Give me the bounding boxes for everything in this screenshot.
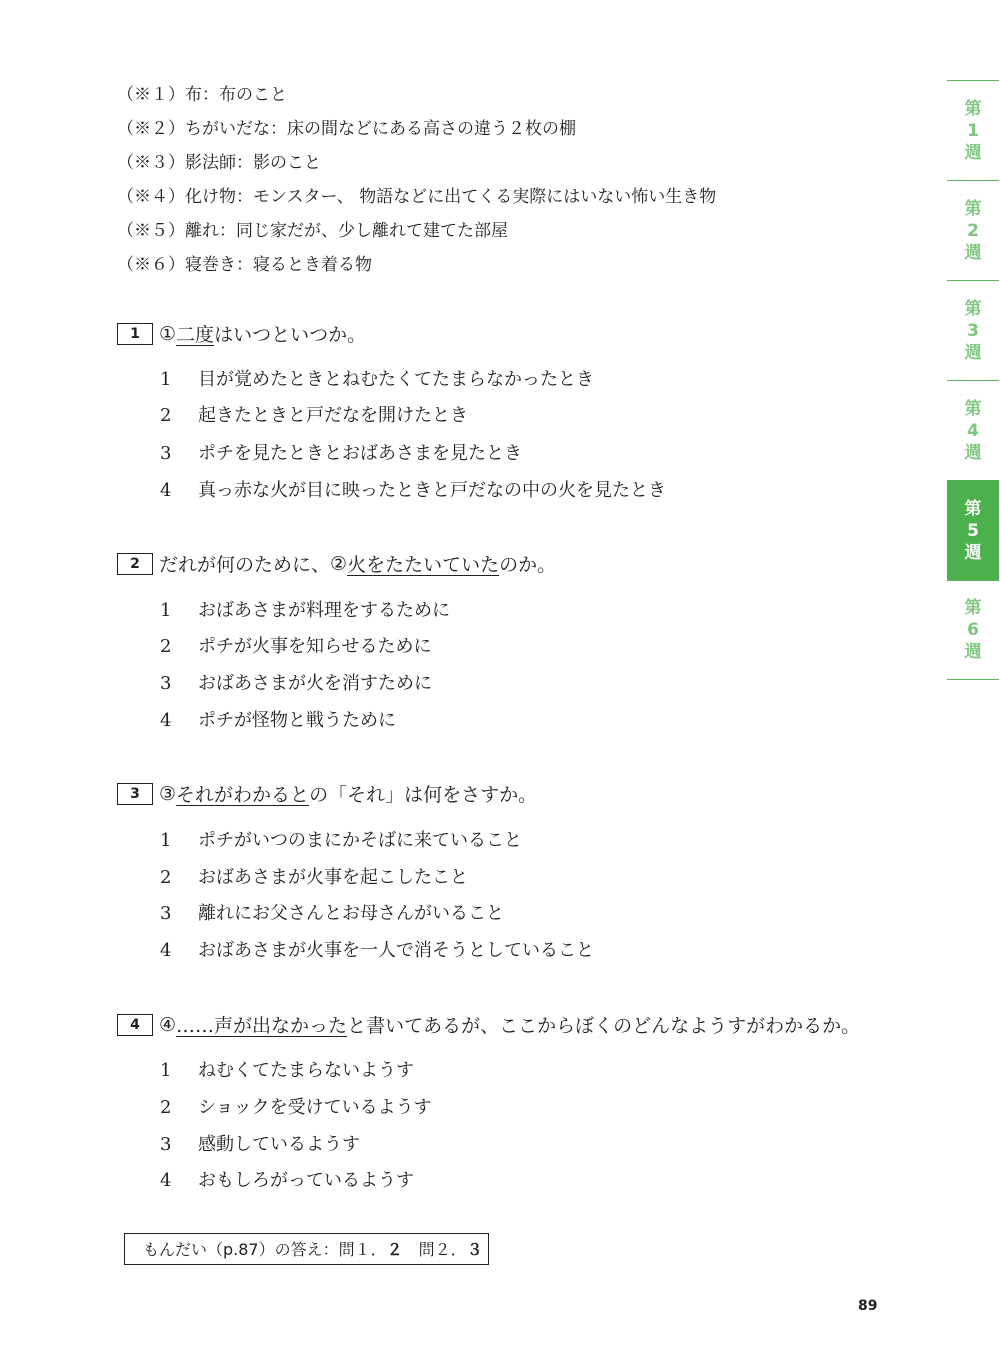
- option-number: 2: [160, 405, 172, 426]
- option-number: 1: [160, 600, 172, 621]
- option-2-2[interactable]: [160, 632, 431, 658]
- answer-label: もんだい（p.87）の答え：問１．: [143, 1240, 387, 1259]
- option-number: 4: [160, 480, 172, 501]
- underlined-phrase: ……声が出なかった: [176, 1015, 348, 1037]
- option-text: ポチを見たときとおばあさまを見たとき: [198, 443, 522, 464]
- tab-number: 3: [967, 320, 979, 341]
- tab-label: 週: [964, 242, 982, 263]
- tab-label: 第: [964, 398, 982, 419]
- option-1-4[interactable]: [160, 476, 666, 502]
- footnote-2: （※２）ちがいだな：床の間などにある高さの違う２枚の棚: [117, 119, 576, 139]
- option-number: 4: [160, 1170, 172, 1191]
- question-number-box: 2: [117, 553, 153, 575]
- option-2-1[interactable]: [160, 596, 450, 622]
- option-number: 2: [160, 636, 172, 657]
- tab-number: 5: [967, 520, 979, 541]
- footnote-1: （※１）布：布のこと: [117, 85, 287, 105]
- tab-label: 第: [964, 498, 982, 519]
- question-1: [117, 320, 366, 347]
- option-text: ポチが火事を知らせるために: [198, 636, 432, 657]
- answer-box: [124, 1233, 489, 1265]
- option-text: 感動しているようす: [198, 1134, 360, 1155]
- week-tab-3[interactable]: [947, 280, 999, 380]
- week-tab-1[interactable]: [947, 80, 999, 180]
- week-tab-2[interactable]: [947, 180, 999, 280]
- question-marker: ④: [159, 1013, 177, 1036]
- footnote-6: （※６）寝巻き：寝るとき着る物: [117, 255, 372, 275]
- option-number: 1: [160, 830, 172, 851]
- tab-label: 週: [964, 442, 982, 463]
- underlined-phrase: 二度: [176, 324, 215, 346]
- option-number: 1: [160, 1060, 172, 1081]
- question-2: [117, 550, 556, 577]
- tab-label: 週: [964, 542, 982, 563]
- option-text: 真っ赤な火が目に映ったときと戸だなの中の火を見たとき: [198, 480, 666, 501]
- option-1-1[interactable]: [160, 365, 594, 391]
- tab-label: 第: [964, 198, 982, 219]
- option-number: 3: [160, 1134, 172, 1155]
- option-text: ショックを受けているようす: [198, 1097, 432, 1118]
- option-number: 4: [160, 940, 172, 961]
- week-tab-6[interactable]: [947, 580, 999, 680]
- tab-label: 第: [964, 98, 982, 119]
- option-4-2[interactable]: [160, 1093, 432, 1119]
- option-text: ポチが怪物と戦うために: [198, 710, 396, 731]
- answer-1: ２: [386, 1240, 403, 1259]
- question-marker: ①: [159, 322, 177, 345]
- week-tab-5[interactable]: [947, 480, 999, 580]
- tab-label: 週: [964, 142, 982, 163]
- answer-2: ３: [466, 1240, 483, 1259]
- page-number: 89: [858, 1298, 878, 1314]
- tab-number: 1: [967, 120, 979, 141]
- option-text: おばあさまが火事を起こしたこと: [198, 867, 468, 888]
- option-number: 4: [160, 710, 172, 731]
- tab-label: 週: [964, 342, 982, 363]
- tab-label: 週: [964, 642, 982, 662]
- week-tabs: [947, 80, 999, 680]
- option-text: おばあさまが料理をするために: [198, 600, 450, 621]
- footnote-5: （※５）離れ：同じ家だが、少し離れて建てた部屋: [117, 221, 508, 241]
- question-text: と書いてあるが、ここからぼくのどんなようすがわかるか。: [347, 1015, 861, 1037]
- option-number: 2: [160, 1097, 172, 1118]
- option-2-4[interactable]: [160, 706, 396, 732]
- week-tab-4[interactable]: [947, 380, 999, 480]
- option-text: ポチがいつのまにかそばに来ていること: [198, 830, 522, 851]
- tab-number: 2: [967, 220, 979, 241]
- answer-mid: 問２．: [402, 1240, 467, 1259]
- option-number: 3: [160, 903, 172, 924]
- question-text: のか。: [499, 554, 557, 576]
- option-text: おばあさまが火事を一人で消そうとしていること: [198, 940, 594, 961]
- question-text: はいつといつか。: [214, 324, 367, 346]
- question-marker: ②: [330, 552, 348, 575]
- tab-label: 第: [964, 598, 982, 618]
- tab-number: 6: [967, 620, 979, 640]
- option-number: 3: [160, 443, 172, 464]
- question-3: [117, 780, 537, 807]
- option-3-1[interactable]: [160, 826, 522, 852]
- question-4: [117, 1011, 860, 1038]
- tab-label: 第: [964, 298, 982, 319]
- option-1-2[interactable]: [160, 401, 468, 427]
- option-3-2[interactable]: [160, 863, 468, 889]
- option-3-3[interactable]: [160, 899, 504, 925]
- question-number-box: 1: [117, 323, 153, 345]
- footnote-3: （※３）影法師：影のこと: [117, 153, 321, 173]
- option-text: 目が覚めたときとねむたくてたまらなかったとき: [198, 369, 594, 390]
- question-number-box: 3: [117, 783, 153, 805]
- option-2-3[interactable]: [160, 669, 432, 695]
- question-number-box: 4: [117, 1014, 153, 1036]
- option-text: おもしろがっているようす: [198, 1170, 414, 1191]
- option-text: おばあさまが火を消すために: [198, 673, 432, 694]
- option-text: 離れにお父さんとお母さんがいること: [198, 903, 504, 924]
- tab-number: 4: [967, 420, 979, 441]
- option-4-4[interactable]: [160, 1166, 414, 1192]
- question-text: の「それ」は何をさすか。: [309, 784, 538, 806]
- underlined-phrase: 火をたたいていた: [347, 554, 500, 576]
- option-text: ねむくてたまらないようす: [198, 1060, 414, 1081]
- option-3-4[interactable]: [160, 936, 594, 962]
- question-marker: ③: [159, 782, 177, 805]
- option-number: 2: [160, 867, 172, 888]
- option-number: 1: [160, 369, 172, 390]
- footnote-4: （※４）化け物：モンスター、 物語などに出てくる実際にはいない怖い生き物: [117, 187, 717, 207]
- underlined-phrase: それがわかると: [176, 784, 310, 806]
- option-text: 起きたときと戸だなを開けたとき: [198, 405, 468, 426]
- option-4-3[interactable]: [160, 1130, 360, 1156]
- option-number: 3: [160, 673, 172, 694]
- question-lead: だれが何のために、: [159, 554, 331, 576]
- option-4-1[interactable]: [160, 1056, 414, 1082]
- option-1-3[interactable]: [160, 439, 522, 465]
